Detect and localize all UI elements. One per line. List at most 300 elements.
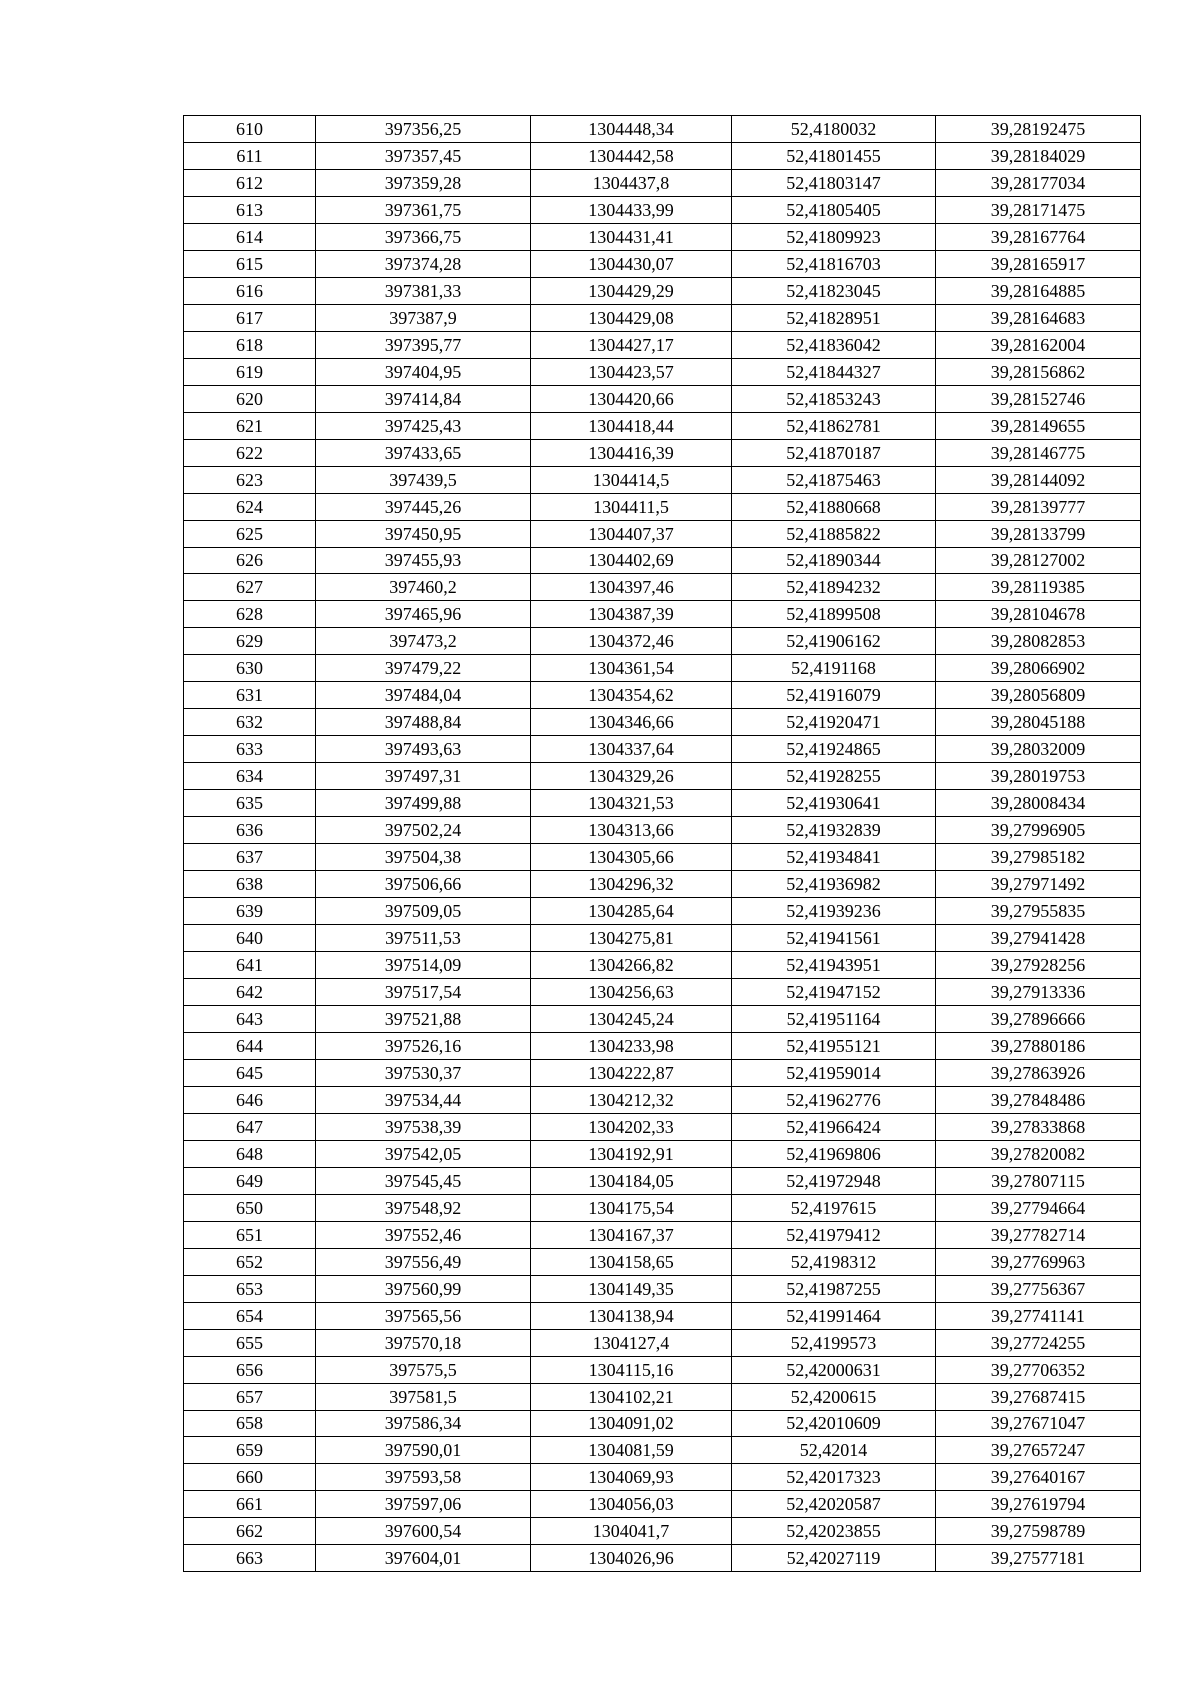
point-number-cell: 660 [184,1464,316,1491]
latitude-cell: 52,41924865 [732,736,936,763]
latitude-cell: 52,41916079 [732,682,936,709]
longitude-cell: 39,27848486 [936,1086,1141,1113]
y-coordinate-cell: 1304041,7 [531,1518,732,1545]
x-coordinate-cell: 397514,09 [316,952,531,979]
y-coordinate-cell: 1304275,81 [531,925,732,952]
table-row [184,1491,1141,1518]
latitude-cell: 52,41969806 [732,1140,936,1167]
table-row [184,223,1141,250]
latitude-cell: 52,41930641 [732,790,936,817]
point-number-cell: 633 [184,736,316,763]
x-coordinate-cell: 397545,45 [316,1167,531,1194]
table-row [184,736,1141,763]
longitude-cell: 39,28164683 [936,304,1141,331]
y-coordinate-cell: 1304102,21 [531,1383,732,1410]
longitude-cell: 39,27971492 [936,871,1141,898]
point-number-cell: 650 [184,1194,316,1221]
latitude-cell: 52,41932839 [732,817,936,844]
table-row [184,601,1141,628]
y-coordinate-cell: 1304285,64 [531,898,732,925]
table-row [184,1086,1141,1113]
y-coordinate-cell: 1304115,16 [531,1356,732,1383]
latitude-cell: 52,41885822 [732,520,936,547]
table-row [184,1194,1141,1221]
longitude-cell: 39,27671047 [936,1410,1141,1437]
y-coordinate-cell: 1304127,4 [531,1329,732,1356]
longitude-cell: 39,28162004 [936,331,1141,358]
x-coordinate-cell: 397581,5 [316,1383,531,1410]
longitude-cell: 39,27896666 [936,1005,1141,1032]
x-coordinate-cell: 397484,04 [316,682,531,709]
table-row [184,1059,1141,1086]
longitude-cell: 39,27941428 [936,925,1141,952]
latitude-cell: 52,41979412 [732,1221,936,1248]
latitude-cell: 52,41816703 [732,250,936,277]
longitude-cell: 39,28127002 [936,547,1141,574]
y-coordinate-cell: 1304416,39 [531,439,732,466]
x-coordinate-cell: 397526,16 [316,1032,531,1059]
x-coordinate-cell: 397565,56 [316,1302,531,1329]
point-number-cell: 644 [184,1032,316,1059]
y-coordinate-cell: 1304149,35 [531,1275,732,1302]
latitude-cell: 52,41991464 [732,1302,936,1329]
table-row [184,844,1141,871]
longitude-cell: 39,27657247 [936,1437,1141,1464]
y-coordinate-cell: 1304402,69 [531,547,732,574]
table-row [184,952,1141,979]
longitude-cell: 39,27996905 [936,817,1141,844]
table-row [184,1032,1141,1059]
latitude-cell: 52,41955121 [732,1032,936,1059]
longitude-cell: 39,28144092 [936,466,1141,493]
y-coordinate-cell: 1304233,98 [531,1032,732,1059]
point-number-cell: 630 [184,655,316,682]
point-number-cell: 638 [184,871,316,898]
x-coordinate-cell: 397548,92 [316,1194,531,1221]
y-coordinate-cell: 1304361,54 [531,655,732,682]
latitude-cell: 52,41943951 [732,952,936,979]
latitude-cell: 52,41906162 [732,628,936,655]
point-number-cell: 615 [184,250,316,277]
x-coordinate-cell: 397600,54 [316,1518,531,1545]
table-row [184,520,1141,547]
table-row [184,1275,1141,1302]
x-coordinate-cell: 397604,01 [316,1545,531,1572]
latitude-cell: 52,41987255 [732,1275,936,1302]
point-number-cell: 640 [184,925,316,952]
table-row [184,682,1141,709]
latitude-cell: 52,41853243 [732,385,936,412]
latitude-cell: 52,4191168 [732,655,936,682]
longitude-cell: 39,27756367 [936,1275,1141,1302]
table-row [184,331,1141,358]
x-coordinate-cell: 397509,05 [316,898,531,925]
x-coordinate-cell: 397425,43 [316,412,531,439]
x-coordinate-cell: 397395,77 [316,331,531,358]
table-row [184,277,1141,304]
y-coordinate-cell: 1304442,58 [531,142,732,169]
longitude-cell: 39,27598789 [936,1518,1141,1545]
point-number-cell: 648 [184,1140,316,1167]
latitude-cell: 52,41823045 [732,277,936,304]
longitude-cell: 39,27863926 [936,1059,1141,1086]
y-coordinate-cell: 1304433,99 [531,196,732,223]
y-coordinate-cell: 1304091,02 [531,1410,732,1437]
longitude-cell: 39,27880186 [936,1032,1141,1059]
y-coordinate-cell: 1304296,32 [531,871,732,898]
y-coordinate-cell: 1304420,66 [531,385,732,412]
point-number-cell: 646 [184,1086,316,1113]
y-coordinate-cell: 1304407,37 [531,520,732,547]
table-row [184,1545,1141,1572]
latitude-cell: 52,41880668 [732,493,936,520]
latitude-cell: 52,41962776 [732,1086,936,1113]
x-coordinate-cell: 397530,37 [316,1059,531,1086]
latitude-cell: 52,41947152 [732,979,936,1006]
latitude-cell: 52,42010609 [732,1410,936,1437]
x-coordinate-cell: 397590,01 [316,1437,531,1464]
table-row [184,493,1141,520]
longitude-cell: 39,28146775 [936,439,1141,466]
point-number-cell: 632 [184,709,316,736]
point-number-cell: 643 [184,1005,316,1032]
latitude-cell: 52,41805405 [732,196,936,223]
y-coordinate-cell: 1304222,87 [531,1059,732,1086]
y-coordinate-cell: 1304202,33 [531,1113,732,1140]
longitude-cell: 39,28104678 [936,601,1141,628]
longitude-cell: 39,28008434 [936,790,1141,817]
latitude-cell: 52,41966424 [732,1113,936,1140]
longitude-cell: 39,27833868 [936,1113,1141,1140]
longitude-cell: 39,28164885 [936,277,1141,304]
longitude-cell: 39,28165917 [936,250,1141,277]
latitude-cell: 52,41951164 [732,1005,936,1032]
y-coordinate-cell: 1304245,24 [531,1005,732,1032]
latitude-cell: 52,41870187 [732,439,936,466]
point-number-cell: 663 [184,1545,316,1572]
point-number-cell: 642 [184,979,316,1006]
latitude-cell: 52,41928255 [732,763,936,790]
latitude-cell: 52,42020587 [732,1491,936,1518]
latitude-cell: 52,41875463 [732,466,936,493]
table-row [184,304,1141,331]
latitude-cell: 52,42017323 [732,1464,936,1491]
point-number-cell: 635 [184,790,316,817]
x-coordinate-cell: 397504,38 [316,844,531,871]
y-coordinate-cell: 1304387,39 [531,601,732,628]
x-coordinate-cell: 397556,49 [316,1248,531,1275]
latitude-cell: 52,41862781 [732,412,936,439]
latitude-cell: 52,42027119 [732,1545,936,1572]
point-number-cell: 620 [184,385,316,412]
latitude-cell: 52,41939236 [732,898,936,925]
longitude-cell: 39,27640167 [936,1464,1141,1491]
table-row [184,790,1141,817]
y-coordinate-cell: 1304321,53 [531,790,732,817]
point-number-cell: 645 [184,1059,316,1086]
x-coordinate-cell: 397570,18 [316,1329,531,1356]
y-coordinate-cell: 1304427,17 [531,331,732,358]
table-row [184,466,1141,493]
latitude-cell: 52,4198312 [732,1248,936,1275]
point-number-cell: 627 [184,574,316,601]
latitude-cell: 52,41972948 [732,1167,936,1194]
longitude-cell: 39,28056809 [936,682,1141,709]
longitude-cell: 39,27807115 [936,1167,1141,1194]
longitude-cell: 39,28045188 [936,709,1141,736]
x-coordinate-cell: 397517,54 [316,979,531,1006]
x-coordinate-cell: 397560,99 [316,1275,531,1302]
y-coordinate-cell: 1304305,66 [531,844,732,871]
y-coordinate-cell: 1304266,82 [531,952,732,979]
table-row [184,169,1141,196]
x-coordinate-cell: 397450,95 [316,520,531,547]
point-number-cell: 612 [184,169,316,196]
table-row [184,1221,1141,1248]
point-number-cell: 657 [184,1383,316,1410]
point-number-cell: 623 [184,466,316,493]
longitude-cell: 39,27687415 [936,1383,1141,1410]
y-coordinate-cell: 1304430,07 [531,250,732,277]
x-coordinate-cell: 397361,75 [316,196,531,223]
table-row [184,628,1141,655]
table-row [184,1005,1141,1032]
table-row [184,1113,1141,1140]
point-number-cell: 653 [184,1275,316,1302]
y-coordinate-cell: 1304192,91 [531,1140,732,1167]
table-row [184,574,1141,601]
table-row [184,709,1141,736]
latitude-cell: 52,41899508 [732,601,936,628]
table-row [184,1248,1141,1275]
x-coordinate-cell: 397552,46 [316,1221,531,1248]
point-number-cell: 651 [184,1221,316,1248]
longitude-cell: 39,27820082 [936,1140,1141,1167]
point-number-cell: 614 [184,223,316,250]
table-row [184,412,1141,439]
x-coordinate-cell: 397356,25 [316,116,531,143]
point-number-cell: 616 [184,277,316,304]
longitude-cell: 39,27913336 [936,979,1141,1006]
longitude-cell: 39,27724255 [936,1329,1141,1356]
longitude-cell: 39,28133799 [936,520,1141,547]
longitude-cell: 39,28119385 [936,574,1141,601]
x-coordinate-cell: 397479,22 [316,655,531,682]
x-coordinate-cell: 397534,44 [316,1086,531,1113]
table-row [184,1329,1141,1356]
table-row [184,871,1141,898]
latitude-cell: 52,4200615 [732,1383,936,1410]
x-coordinate-cell: 397521,88 [316,1005,531,1032]
point-number-cell: 610 [184,116,316,143]
y-coordinate-cell: 1304056,03 [531,1491,732,1518]
y-coordinate-cell: 1304026,96 [531,1545,732,1572]
point-number-cell: 622 [184,439,316,466]
longitude-cell: 39,28149655 [936,412,1141,439]
latitude-cell: 52,42014 [732,1437,936,1464]
longitude-cell: 39,28032009 [936,736,1141,763]
table-row [184,898,1141,925]
table-row [184,439,1141,466]
table-row [184,1167,1141,1194]
point-number-cell: 618 [184,331,316,358]
y-coordinate-cell: 1304423,57 [531,358,732,385]
longitude-cell: 39,27706352 [936,1356,1141,1383]
y-coordinate-cell: 1304346,66 [531,709,732,736]
x-coordinate-cell: 397538,39 [316,1113,531,1140]
y-coordinate-cell: 1304081,59 [531,1437,732,1464]
latitude-cell: 52,41941561 [732,925,936,952]
latitude-cell: 52,41920471 [732,709,936,736]
point-number-cell: 621 [184,412,316,439]
y-coordinate-cell: 1304429,29 [531,277,732,304]
y-coordinate-cell: 1304354,62 [531,682,732,709]
y-coordinate-cell: 1304411,5 [531,493,732,520]
x-coordinate-cell: 397445,26 [316,493,531,520]
longitude-cell: 39,27782714 [936,1221,1141,1248]
longitude-cell: 39,27955835 [936,898,1141,925]
x-coordinate-cell: 397499,88 [316,790,531,817]
x-coordinate-cell: 397488,84 [316,709,531,736]
table-row [184,358,1141,385]
y-coordinate-cell: 1304397,46 [531,574,732,601]
point-number-cell: 661 [184,1491,316,1518]
y-coordinate-cell: 1304313,66 [531,817,732,844]
latitude-cell: 52,4180032 [732,116,936,143]
longitude-cell: 39,28082853 [936,628,1141,655]
table-row [184,385,1141,412]
y-coordinate-cell: 1304167,37 [531,1221,732,1248]
point-number-cell: 617 [184,304,316,331]
point-number-cell: 611 [184,142,316,169]
latitude-cell: 52,41890344 [732,547,936,574]
table-row [184,1518,1141,1545]
point-number-cell: 626 [184,547,316,574]
longitude-cell: 39,28019753 [936,763,1141,790]
y-coordinate-cell: 1304158,65 [531,1248,732,1275]
longitude-cell: 39,27985182 [936,844,1141,871]
x-coordinate-cell: 397381,33 [316,277,531,304]
x-coordinate-cell: 397455,93 [316,547,531,574]
x-coordinate-cell: 397460,2 [316,574,531,601]
x-coordinate-cell: 397465,96 [316,601,531,628]
point-number-cell: 647 [184,1113,316,1140]
longitude-cell: 39,28167764 [936,223,1141,250]
latitude-cell: 52,41801455 [732,142,936,169]
latitude-cell: 52,4197615 [732,1194,936,1221]
y-coordinate-cell: 1304138,94 [531,1302,732,1329]
point-number-cell: 641 [184,952,316,979]
point-number-cell: 624 [184,493,316,520]
point-number-cell: 629 [184,628,316,655]
point-number-cell: 619 [184,358,316,385]
y-coordinate-cell: 1304437,8 [531,169,732,196]
point-number-cell: 625 [184,520,316,547]
point-number-cell: 659 [184,1437,316,1464]
table-row [184,250,1141,277]
latitude-cell: 52,41936982 [732,871,936,898]
x-coordinate-cell: 397387,9 [316,304,531,331]
table-row [184,1410,1141,1437]
x-coordinate-cell: 397511,53 [316,925,531,952]
longitude-cell: 39,28184029 [936,142,1141,169]
table-row [184,547,1141,574]
latitude-cell: 52,41803147 [732,169,936,196]
longitude-cell: 39,27928256 [936,952,1141,979]
latitude-cell: 52,4199573 [732,1329,936,1356]
y-coordinate-cell: 1304212,32 [531,1086,732,1113]
latitude-cell: 52,42023855 [732,1518,936,1545]
x-coordinate-cell: 397374,28 [316,250,531,277]
y-coordinate-cell: 1304175,54 [531,1194,732,1221]
longitude-cell: 39,28152746 [936,385,1141,412]
table-row [184,655,1141,682]
x-coordinate-cell: 397593,58 [316,1464,531,1491]
y-coordinate-cell: 1304372,46 [531,628,732,655]
longitude-cell: 39,28156862 [936,358,1141,385]
y-coordinate-cell: 1304431,41 [531,223,732,250]
point-number-cell: 656 [184,1356,316,1383]
longitude-cell: 39,27619794 [936,1491,1141,1518]
x-coordinate-cell: 397575,5 [316,1356,531,1383]
y-coordinate-cell: 1304329,26 [531,763,732,790]
x-coordinate-cell: 397586,34 [316,1410,531,1437]
x-coordinate-cell: 397502,24 [316,817,531,844]
table-row [184,1383,1141,1410]
x-coordinate-cell: 397493,63 [316,736,531,763]
x-coordinate-cell: 397366,75 [316,223,531,250]
point-number-cell: 654 [184,1302,316,1329]
y-coordinate-cell: 1304418,44 [531,412,732,439]
x-coordinate-cell: 397357,45 [316,142,531,169]
x-coordinate-cell: 397439,5 [316,466,531,493]
table-row [184,1302,1141,1329]
x-coordinate-cell: 397497,31 [316,763,531,790]
table-row [184,1464,1141,1491]
table-row [184,1140,1141,1167]
x-coordinate-cell: 397597,06 [316,1491,531,1518]
table-row [184,979,1141,1006]
point-number-cell: 639 [184,898,316,925]
point-number-cell: 652 [184,1248,316,1275]
x-coordinate-cell: 397542,05 [316,1140,531,1167]
longitude-cell: 39,28066902 [936,655,1141,682]
point-number-cell: 637 [184,844,316,871]
latitude-cell: 52,41894232 [732,574,936,601]
table-row [184,817,1141,844]
longitude-cell: 39,28139777 [936,493,1141,520]
latitude-cell: 52,41809923 [732,223,936,250]
table-row [184,1356,1141,1383]
longitude-cell: 39,28192475 [936,116,1141,143]
latitude-cell: 52,41844327 [732,358,936,385]
longitude-cell: 39,28177034 [936,169,1141,196]
table-row [184,116,1141,143]
latitude-cell: 52,42000631 [732,1356,936,1383]
point-number-cell: 655 [184,1329,316,1356]
point-number-cell: 662 [184,1518,316,1545]
point-number-cell: 649 [184,1167,316,1194]
point-number-cell: 658 [184,1410,316,1437]
table-row [184,925,1141,952]
x-coordinate-cell: 397404,95 [316,358,531,385]
latitude-cell: 52,41836042 [732,331,936,358]
point-number-cell: 636 [184,817,316,844]
longitude-cell: 39,27741141 [936,1302,1141,1329]
x-coordinate-cell: 397414,84 [316,385,531,412]
y-coordinate-cell: 1304429,08 [531,304,732,331]
table-row [184,142,1141,169]
